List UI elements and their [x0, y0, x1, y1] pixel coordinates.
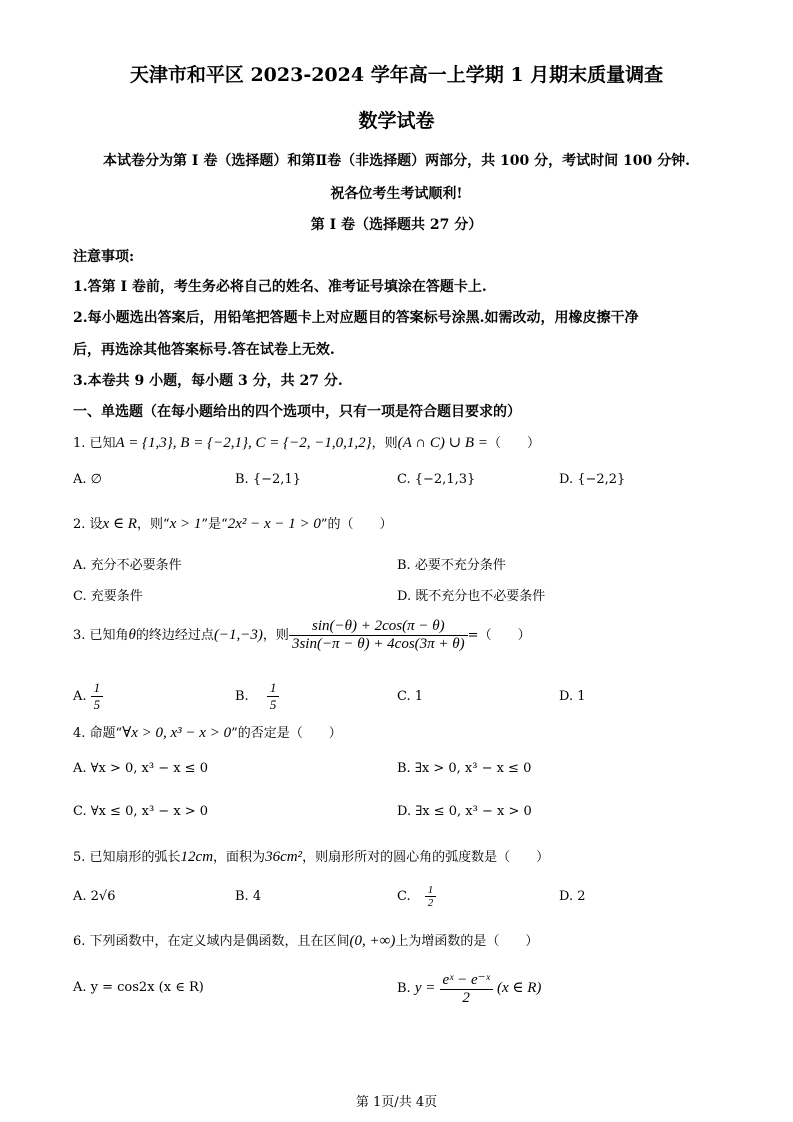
q5-tail: ，则扇形所对的圆心角的弧度数是（ ） [302, 850, 550, 865]
q5-text-1: ，面积为 [213, 850, 266, 865]
q1-sets: A = {1,3}, B = {−2,1}, C = {−2, −1,0,1,2} [115, 435, 372, 451]
q4-option-d: D. ∃x ≤ 0, x³ − x > 0 [397, 804, 532, 819]
question-5 [73, 846, 549, 866]
q2-text-1: ，则“ [136, 517, 170, 532]
q2-option-b: B. 必要不充分条件 [397, 558, 506, 573]
q6-option-a: A. y = cos2x (x ∈ R) [73, 980, 204, 995]
q3-numerator: sin(−θ) + 2cos(π − θ) [289, 618, 468, 636]
q5-c-den: 2 [427, 897, 434, 909]
note-2-line-1: 2.每小题选出答案后，用铅笔把答题卡上对应题目的答案标号涂黑.如需改动，用橡皮擦干净 [73, 310, 639, 326]
q1-option-d: D. {−2,2} [559, 472, 626, 487]
q6-interval: (0, +∞) [349, 933, 396, 949]
notes-heading: 注意事项: [73, 249, 135, 265]
question-2 [73, 513, 393, 533]
q1-option-a: A. ∅ [73, 472, 102, 487]
question-4 [73, 722, 342, 742]
q3-text-2: ，则 [262, 628, 289, 643]
note-3: 3.本卷共 9 小题，每小题 3 分，共 27 分. [73, 373, 343, 389]
q3-a-label: A. [73, 689, 87, 704]
paper-subtitle: 数学试卷 [358, 110, 435, 132]
q2-text-2: ”是“ [201, 517, 228, 532]
q1-option-c: C. {−2,1,3} [397, 472, 476, 487]
paper-intro: 本试卷分为第 I 卷（选择题）和第Ⅱ卷（非选择题）两部分，共 100 分，考试时间 100 分钟. [103, 153, 690, 169]
q5-c-label: C. [397, 889, 411, 904]
q5-c-fraction [425, 884, 437, 909]
q5-c-num: 1 [425, 884, 437, 897]
question-3 [73, 618, 531, 653]
q2-math-1: x ∈ R [102, 516, 137, 532]
q2-math-2: x > 1 [169, 516, 202, 532]
q3-option-c: C. 1 [397, 689, 424, 704]
q4-tail: ”的否定是（ ） [231, 726, 342, 741]
q4-lead: 4. 命题“ [73, 726, 123, 741]
q3-b-fraction [267, 680, 280, 713]
q5-option-a: A. 2√6 [73, 889, 116, 904]
q6-b-y: y = [414, 980, 436, 996]
q3-a-fraction [91, 680, 104, 713]
q1-lead: 1. 已知 [73, 436, 116, 451]
q3-text-1: 的终边经过点 [135, 628, 214, 643]
q2-option-d: D. 既不充分也不必要条件 [397, 589, 546, 604]
q3-fraction [289, 618, 468, 653]
q2-option-c: C. 充要条件 [73, 589, 143, 604]
q2-math-3: 2x² − x − 1 > 0 [227, 516, 321, 532]
q3-theta: θ [128, 627, 136, 643]
q3-denominator: 3sin(−π − θ) + 4cos(3π + θ) [291, 636, 465, 652]
q3-a-num: 1 [91, 680, 104, 697]
q2-option-a: A. 充分不必要条件 [73, 558, 182, 573]
q6-b-label: B. [397, 981, 411, 996]
q1-option-b: B. {−2,1} [235, 472, 301, 487]
q4-option-b: B. ∃x > 0, x³ − x ≤ 0 [397, 761, 532, 776]
paper-title: 天津市和平区 2023-2024 学年高一上学期 1 月期末质量调查 [129, 64, 664, 86]
question-1 [73, 432, 540, 452]
q6-b-den: 2 [462, 990, 470, 1006]
q4-option-a: A. ∀x > 0, x³ − x ≤ 0 [73, 761, 208, 776]
q6-b-num: eˣ − e⁻ˣ [440, 970, 493, 990]
q4-option-c: C. ∀x ≤ 0, x³ − x > 0 [73, 804, 209, 819]
volume-heading: 第 I 卷（选择题共 27 分） [310, 217, 483, 233]
note-1: 1.答第 I 卷前，考生务必将自己的姓名、准考证号填涂在答题卡上. [73, 279, 487, 295]
q2-text-3: ”的（ ） [320, 517, 393, 532]
question-6 [73, 930, 538, 950]
q1-expression: (A ∩ C) ∪ B = [397, 435, 488, 451]
q5-math-1: 12cm [180, 849, 214, 865]
q2-lead: 2. 设 [73, 517, 103, 532]
page-footer: 第 1页/共 4页 [355, 1095, 438, 1110]
q3-b-den: 5 [269, 697, 277, 712]
q5-lead: 5. 已知扇形的弧长 [73, 850, 181, 865]
q3-option-a [73, 680, 103, 713]
paper-wish: 祝各位考生考试顺利! [330, 186, 463, 202]
q3-option-d: D. 1 [559, 689, 586, 704]
q3-b-num: 1 [267, 680, 280, 697]
q6-b-tail: (x ∈ R) [496, 980, 542, 996]
q1-mid: ，则 [371, 436, 398, 451]
q5-option-b: B. 4 [235, 889, 262, 904]
q3-a-den: 5 [93, 697, 101, 712]
q3-point: (−1,−3) [213, 627, 263, 643]
q3-tail: =（ ） [467, 628, 531, 643]
q5-option-c [397, 884, 436, 909]
q6-lead: 6. 下列函数中，在定义域内是偶函数，且在区间 [73, 934, 350, 949]
q3-b-label: B. [235, 689, 249, 704]
q6-option-b [397, 970, 541, 1007]
q6-b-fraction [440, 970, 493, 1007]
q6-tail: 上为增函数的是（ ） [395, 934, 539, 949]
q5-option-d: D. 2 [559, 889, 586, 904]
q1-paren: （ ） [487, 436, 540, 451]
q3-lead: 3. 已知角 [73, 628, 129, 643]
q5-math-2: 36cm² [265, 849, 303, 865]
q4-math: ∀x > 0, x³ − x > 0 [122, 725, 232, 741]
q3-option-b [235, 680, 279, 713]
section-heading: 一、单选题（在每小题给出的四个选项中，只有一项是符合题目要求的） [73, 404, 521, 420]
note-2-line-2: 后，再选涂其他答案标号.答在试卷上无效. [73, 342, 335, 358]
